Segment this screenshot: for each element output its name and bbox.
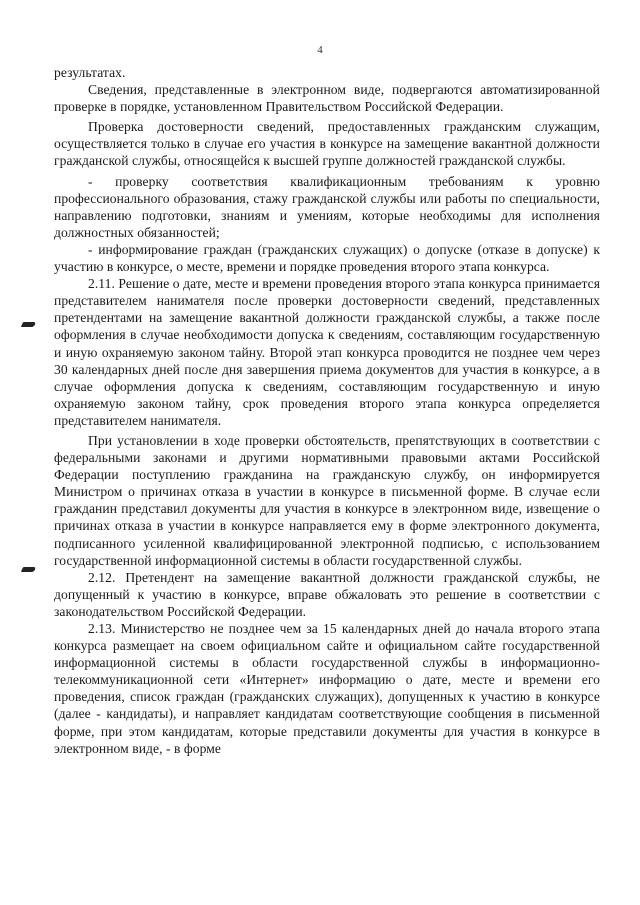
paragraph-verification: Проверка достоверности сведений, предоставленных гражданским служащим, осуществляется только в случае его участия в конкурсе на замещение вакантной должности гражданской службы, относящейся к высшей группе должностей гражданской службы.: [54, 119, 600, 169]
paragraph-2-11: 2.11. Решение о дате, месте и времени проведения второго этапа конкурса принимается представителем нанимателя после проверки достоверности сведений, представленных претендентами на замещение вакантной должности гражданской службы, а также после оформления в случае необходимости допуска к сведениям, составляющим государственную и иную охраняемую законом тайну. Второй этап конкурса проводится не позднее чем через 30 календарных дней после дня завершения приема документов для участия в конкурсе, а в случае оформления допуска к сведениям, составляющим государственную и иную охраняемую законом тайну, срок проведения второго этапа конкурса определяется представителем нанимателя.: [54, 276, 600, 428]
list-item-informing: - информирование граждан (гражданских служащих) о допуске (отказе в допуске) к участию в конкурсе, о месте, времени и порядке проведения второго этапа конкурса.: [54, 241, 600, 275]
paragraph-2-12: 2.12. Претендент на замещение вакантной должности гражданской службы, не допущенный к участию в конкурсе, вправе обжаловать это решение в соответствии с законодательством Российской Федерации.: [54, 569, 600, 619]
paragraph-2-13: 2.13. Министерство не позднее чем за 15 календарных дней до начала второго этапа конкурса размещает на своем официальном сайте и официальном сайте государственной информационной системы в области государственной службы в информационно-телекоммуникационной сети «Интернет» информацию о дате, месте и времени его проведения, список граждан (гражданских служащих), допущенных к участию в конкурсе (далее - кандидаты), и направляет кандидатам соответствующие сообщения в письменной форме, при этом кандидатам, которые представили документы для участия в конкурсе в электронном виде, - в форме: [54, 621, 600, 756]
scan-mark-icon: [21, 567, 36, 572]
paragraph-continuation: результатах.: [54, 65, 126, 80]
paragraph-electronic-check: Сведения, представленные в электронном виде, подвергаются автоматизированной проверке в порядке, установленном Правительством Российской Федерации.: [54, 82, 600, 115]
paragraph-refusal-notice: При установлении в ходе проверки обстоятельств, препятствующих в соответствии с федеральными законами и другими нормативными правовыми актами Российской Федерации поступлению гражданина на гражданскую службу, он информируется Министром о причинах отказа в участии в конкурсе в письменной форме. В случае если гражданин представил документы для участия в конкурсе в электронном виде, извещение о причинах отказа в участии в конкурсе направляется ему в форме электронного документа, подписанного усиленной квалифицированной электронной подписью, с использованием государственной информационной системы в области государственной службы.: [54, 432, 600, 568]
document-body: [54, 64, 600, 757]
list-item-qualification-check: - проверку соответствия квалификационным требованиям к уровню профессионального образования, стажу гражданской службы или работы по специальности, направлению подготовки, знаниям и умениям, которые необходимы для исполнения должностных обязанностей;: [54, 173, 600, 240]
page-number: 4: [317, 44, 323, 56]
scan-mark-icon: [21, 322, 36, 327]
